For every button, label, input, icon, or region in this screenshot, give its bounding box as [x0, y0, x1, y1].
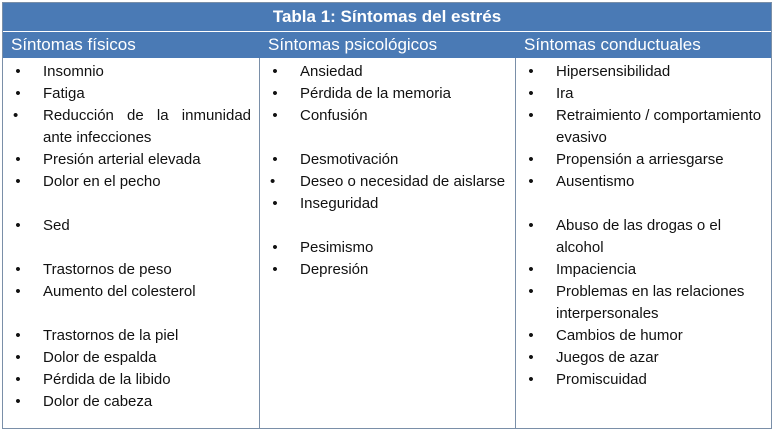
list-item: [260, 193, 515, 215]
bullet-icon: •: [528, 371, 534, 388]
list-item: [260, 61, 515, 83]
list-item-text: Ira: [556, 85, 574, 102]
list-item-text: Juegos de azar: [556, 349, 659, 366]
bullet-icon: •: [528, 217, 534, 234]
bullet-icon: •: [272, 239, 278, 256]
list-spacer: [3, 237, 259, 259]
list-item-text: Confusión: [300, 107, 368, 124]
bullet-icon: •: [15, 327, 21, 344]
table-header-row: [3, 32, 771, 58]
list-item: [260, 105, 515, 127]
bullet-icon: •: [272, 261, 278, 278]
list-item-text: Pérdida de la libido: [43, 371, 171, 388]
list-item: [260, 171, 515, 193]
list-item-text: Abuso de las drogas o el alcohol: [556, 217, 722, 256]
bullet-icon: •: [528, 63, 534, 80]
bullet-icon: •: [528, 173, 534, 190]
header-physical-symptoms: Síntomas físicos: [11, 35, 136, 54]
list-item-text: Fatiga: [43, 85, 85, 102]
list-item-text: Trastornos de peso: [43, 261, 172, 278]
bullet-icon: •: [15, 371, 21, 388]
bullet-icon: •: [15, 283, 21, 300]
list-item-text: Depresión: [300, 261, 369, 278]
list-item: [516, 281, 771, 325]
list-item: [3, 281, 259, 303]
header-behavioral-symptoms: Síntomas conductuales: [524, 35, 701, 54]
bullet-icon: •: [15, 85, 21, 102]
list-item: [516, 105, 771, 149]
list-item: [3, 83, 259, 105]
list-item-text: Dolor de espalda: [43, 349, 157, 366]
bullet-icon: •: [528, 85, 534, 102]
table-title: Tabla 1: Síntomas del estrés: [3, 3, 771, 32]
list-item-text: Dolor de cabeza: [43, 393, 153, 410]
list-item-text: Ansiedad: [300, 63, 363, 80]
bullet-icon: •: [272, 107, 278, 124]
bullet-icon: •: [15, 217, 21, 234]
physical-symptoms-list: [3, 61, 259, 413]
list-item: [516, 171, 771, 193]
list-item-text: Pesimismo: [300, 239, 374, 256]
bullet-icon: •: [528, 327, 534, 344]
bullet-icon: •: [13, 107, 19, 124]
bullet-icon: •: [272, 63, 278, 80]
list-item-text: Inseguridad: [300, 195, 379, 212]
list-spacer: [260, 127, 515, 149]
bullet-icon: •: [272, 85, 278, 102]
list-item: [3, 171, 259, 193]
list-item-text: Presión arterial elevada: [43, 151, 201, 168]
list-item-text: Ausentismo: [556, 173, 635, 190]
list-item-text: Problemas en las relaciones interpersonales: [556, 283, 745, 322]
list-item-text: Desmotivación: [300, 151, 399, 168]
bullet-icon: •: [15, 349, 21, 366]
behavioral-symptoms-column: [516, 58, 771, 428]
list-item: [260, 149, 515, 171]
list-item-text: Reducción de la inmunidad ante infecciones: [43, 107, 251, 146]
bullet-icon: •: [15, 151, 21, 168]
list-item-text: Pérdida de la memoria: [300, 85, 451, 102]
bullet-icon: •: [528, 151, 534, 168]
bullet-icon: •: [528, 107, 534, 124]
list-item: [516, 259, 771, 281]
psychological-symptoms-column: [260, 58, 516, 428]
list-item: [3, 259, 259, 281]
bullet-icon: •: [528, 283, 534, 300]
list-item-text: Cambios de humor: [556, 327, 683, 344]
list-item-text: Propensión a arriesgarse: [556, 151, 724, 168]
symptoms-table: [2, 2, 772, 429]
list-item: [3, 61, 259, 83]
list-item-text: Retraimiento / comportamiento evasivo: [556, 107, 762, 146]
list-item-text: Insomnio: [43, 63, 104, 80]
list-item-text: Hipersensibilidad: [556, 63, 671, 80]
list-item: [516, 61, 771, 83]
list-item: [3, 391, 259, 413]
bullet-icon: •: [15, 173, 21, 190]
list-item: [260, 83, 515, 105]
list-item-text: Aumento del colesterol: [43, 283, 196, 300]
bullet-icon: •: [15, 63, 21, 80]
list-item-text: Promiscuidad: [556, 371, 647, 388]
bullet-icon: •: [15, 393, 21, 410]
list-spacer: [3, 193, 259, 215]
table-body: [3, 58, 771, 428]
list-item: [3, 149, 259, 171]
bullet-icon: •: [528, 349, 534, 366]
list-spacer: [260, 215, 515, 237]
bullet-icon: •: [270, 173, 276, 190]
physical-symptoms-column: [3, 58, 260, 428]
bullet-icon: •: [272, 151, 278, 168]
list-item: [3, 215, 259, 237]
list-item-text: Dolor en el pecho: [43, 173, 161, 190]
bullet-icon: •: [528, 261, 534, 278]
list-item-text: Deseo o necesidad de aislarse: [300, 173, 506, 190]
list-item: [516, 325, 771, 347]
list-item: [516, 149, 771, 171]
psychological-symptoms-list: [260, 61, 515, 281]
list-spacer: [3, 303, 259, 325]
bullet-icon: •: [272, 195, 278, 212]
list-item: [260, 237, 515, 259]
list-item: [3, 369, 259, 391]
list-item: [3, 347, 259, 369]
list-item: [260, 259, 515, 281]
list-item-text: Trastornos de la piel: [43, 327, 179, 344]
list-item: [516, 347, 771, 369]
list-item: [3, 325, 259, 347]
list-item-text: Sed: [43, 217, 70, 234]
list-item: [516, 83, 771, 105]
behavioral-symptoms-list: [516, 61, 771, 391]
list-spacer: [516, 193, 771, 215]
list-item: [516, 215, 771, 259]
list-item: [516, 369, 771, 391]
list-item-text: Impaciencia: [556, 261, 637, 278]
header-psychological-symptoms: Síntomas psicológicos: [268, 35, 438, 54]
bullet-icon: •: [15, 261, 21, 278]
list-item: [3, 105, 259, 149]
